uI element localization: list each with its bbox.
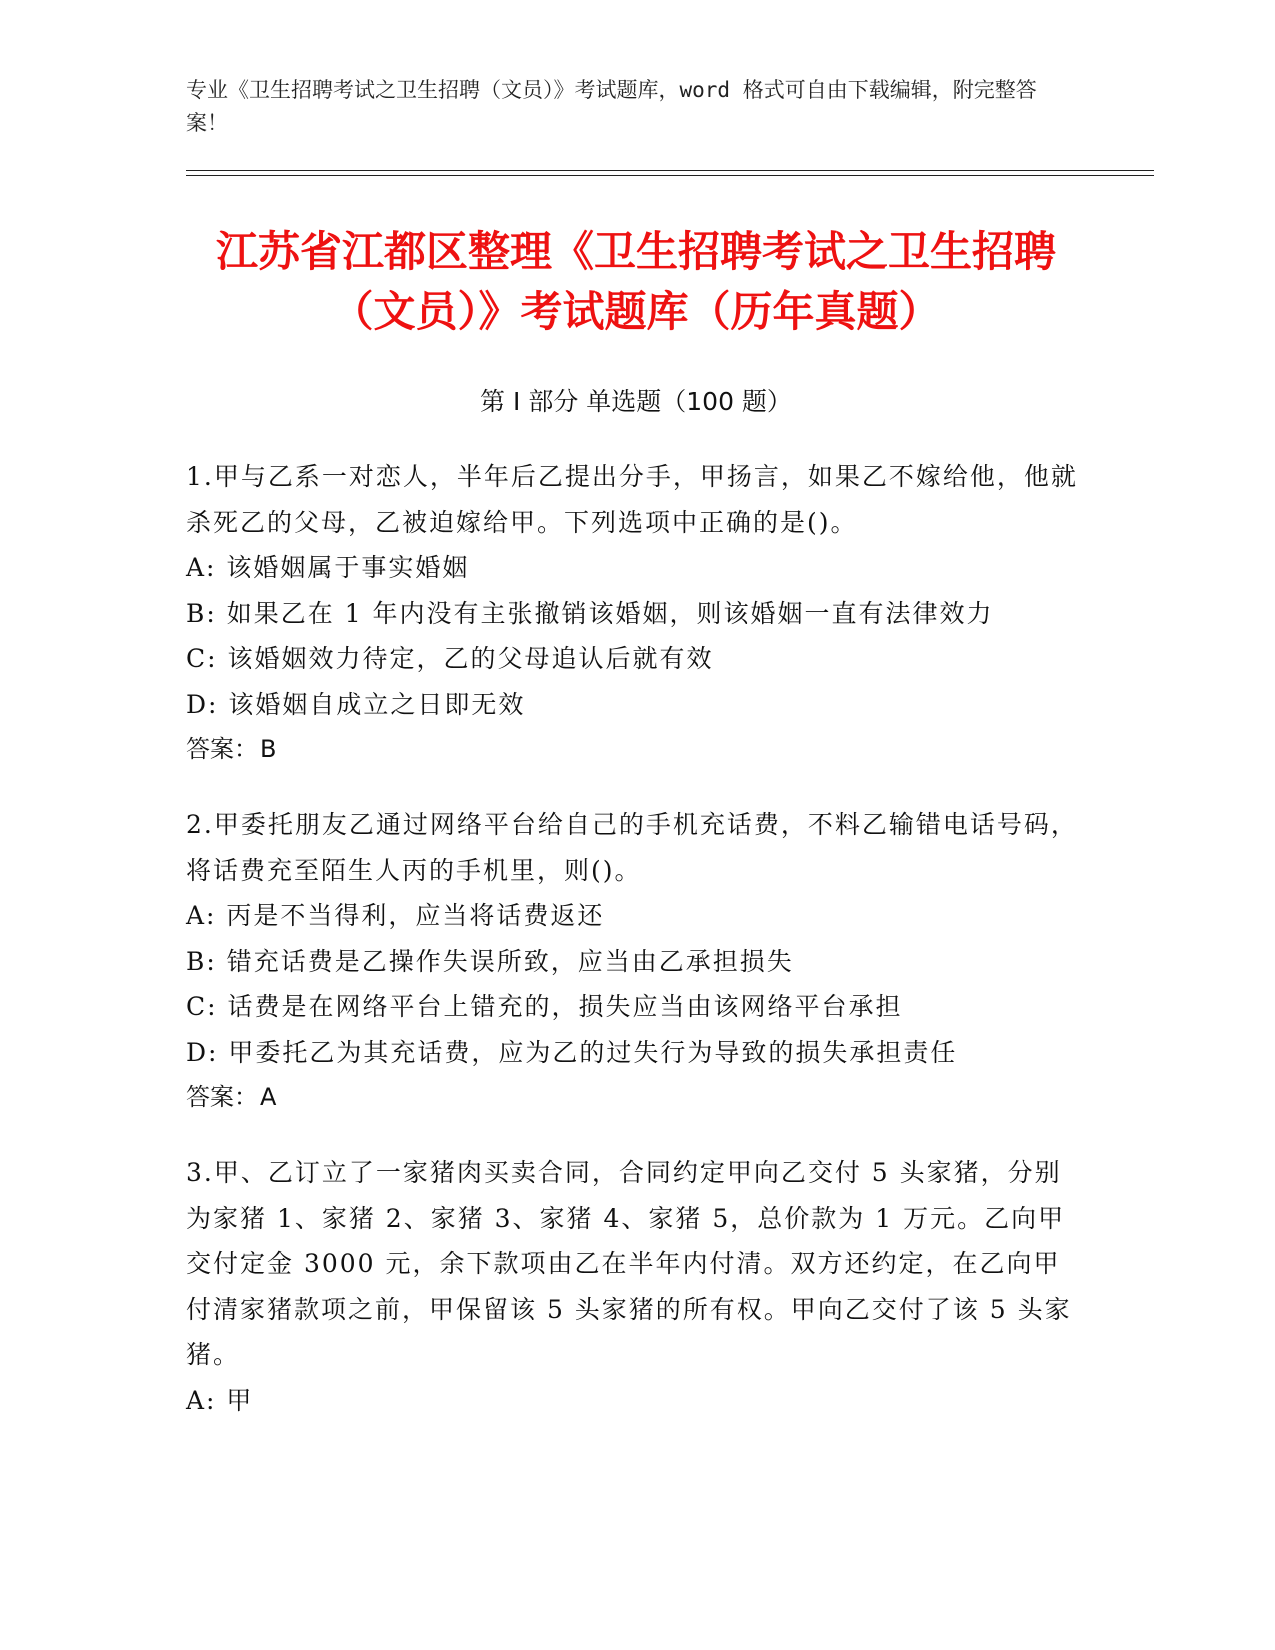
document-title: 江苏省江都区整理《卫生招聘考试之卫生招聘（文员）》考试题库（历年真题）	[215, 227, 1056, 336]
answer-label: 答案：	[186, 735, 258, 763]
section-title: 第 I 部分 单选题（100 题）	[480, 387, 792, 416]
question-2	[186, 802, 1086, 1121]
option-b: B: 如果乙在 1 年内没有主张撤销该婚姻，则该婚姻一直有法律效力	[186, 598, 994, 628]
question-stem: 1.甲与乙系一对恋人，半年后乙提出分手，甲扬言，如果乙不嫁给他，他就杀死乙的父母，乙被迫嫁给甲。下列选项中正确的是()。	[186, 462, 1078, 537]
option-a: A: 甲	[186, 1385, 254, 1415]
question-3	[186, 1150, 1086, 1423]
answer-value: A	[260, 1083, 277, 1111]
question-stem: 2.甲委托朋友乙通过网络平台给自己的手机充话费，不料乙输错电话号码，将话费充至陌生人丙的手机里，则()。	[186, 810, 1078, 885]
option-c: C: 话费是在网络平台上错充的，损失应当由该网络平台承担	[186, 992, 903, 1021]
question-1	[186, 454, 1086, 773]
header-rule-top	[186, 170, 1154, 171]
answer-line	[186, 727, 1086, 773]
answer-value: B	[260, 735, 277, 763]
option-a: A: 该婚姻属于事实婚姻	[186, 553, 470, 582]
option-a: A: 丙是不当得利，应当将话费返还	[186, 901, 605, 930]
option-d: D: 甲委托乙为其充话费，应为乙的过失行为导致的损失承担责任	[186, 1037, 958, 1067]
answer-label: 答案：	[186, 1083, 258, 1111]
header-note: 专业《卫生招聘考试之卫生招聘（文员）》考试题库，word 格式可自由下载编辑，附完整答案！	[186, 78, 1037, 135]
option-b: B: 错充话费是乙操作失误所致，应当由乙承担损失	[186, 946, 794, 976]
answer-line	[186, 1075, 1086, 1121]
option-c: C: 该婚姻效力待定，乙的父母追认后就有效	[186, 644, 714, 673]
option-d: D: 该婚姻自成立之日即无效	[186, 689, 526, 719]
question-stem: 3.甲、乙订立了一家猪肉买卖合同，合同约定甲向乙交付 5 头家猪，分别为家猪 1、家猪 2、家猪 3、家猪 4、家猪 5，总价款为 1 万元。乙向甲交付定金 3000 元，余下款项由乙在半年内付清。双方还约定，在乙向甲付清家猪款项之前，甲保留该 5 头家猪的所有权。甲向乙交付了该 5 头家猪。	[186, 1158, 1072, 1369]
header-rule-bottom	[186, 175, 1154, 176]
